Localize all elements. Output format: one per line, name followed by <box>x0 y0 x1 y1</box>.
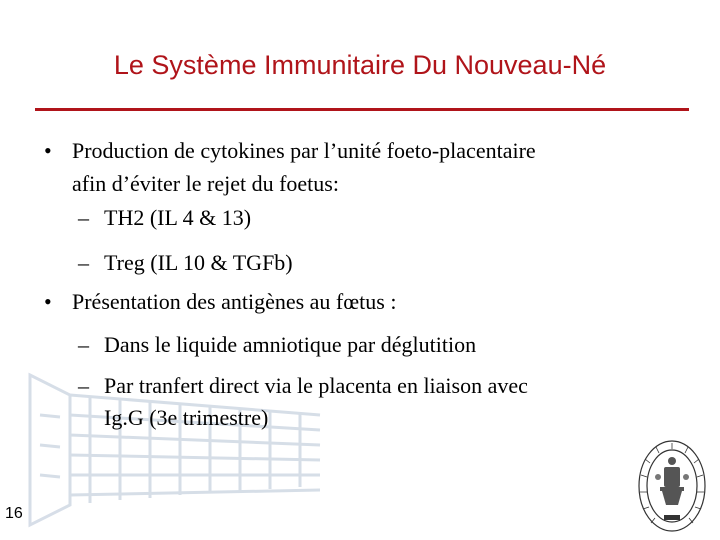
slide-number: 16 <box>5 505 23 522</box>
sub-bullet-marker: – <box>78 332 89 357</box>
sub-bullet-marker: – <box>78 205 89 230</box>
bullet-marker: • <box>44 289 52 314</box>
sub-bullet-text: Ig.G (3e trimestre) <box>104 405 269 430</box>
bullet-text: Présentation des antigènes au fœtus : <box>72 289 397 314</box>
bullet-text: afin d’éviter le rejet du foetus: <box>72 171 339 196</box>
sub-bullet-text: Par tranfert direct via le placenta en liaison avec <box>104 373 528 398</box>
sub-bullet-text: Dans le liquide amniotique par déglutition <box>104 332 477 357</box>
university-seal-icon <box>636 437 708 535</box>
sub-bullet-text: Treg (IL 10 & TGFb) <box>104 250 293 275</box>
sub-bullet-marker: – <box>78 373 89 398</box>
sub-bullet-marker: – <box>78 250 89 275</box>
bullet-text: Production de cytokines par l’unité foeto-placentaire <box>72 138 536 163</box>
slide-title: Le Système Immunitaire Du Nouveau-Né <box>113 50 607 80</box>
bullet-marker: • <box>44 138 52 163</box>
sub-bullet-text: TH2 (IL 4 & 13) <box>104 205 252 230</box>
